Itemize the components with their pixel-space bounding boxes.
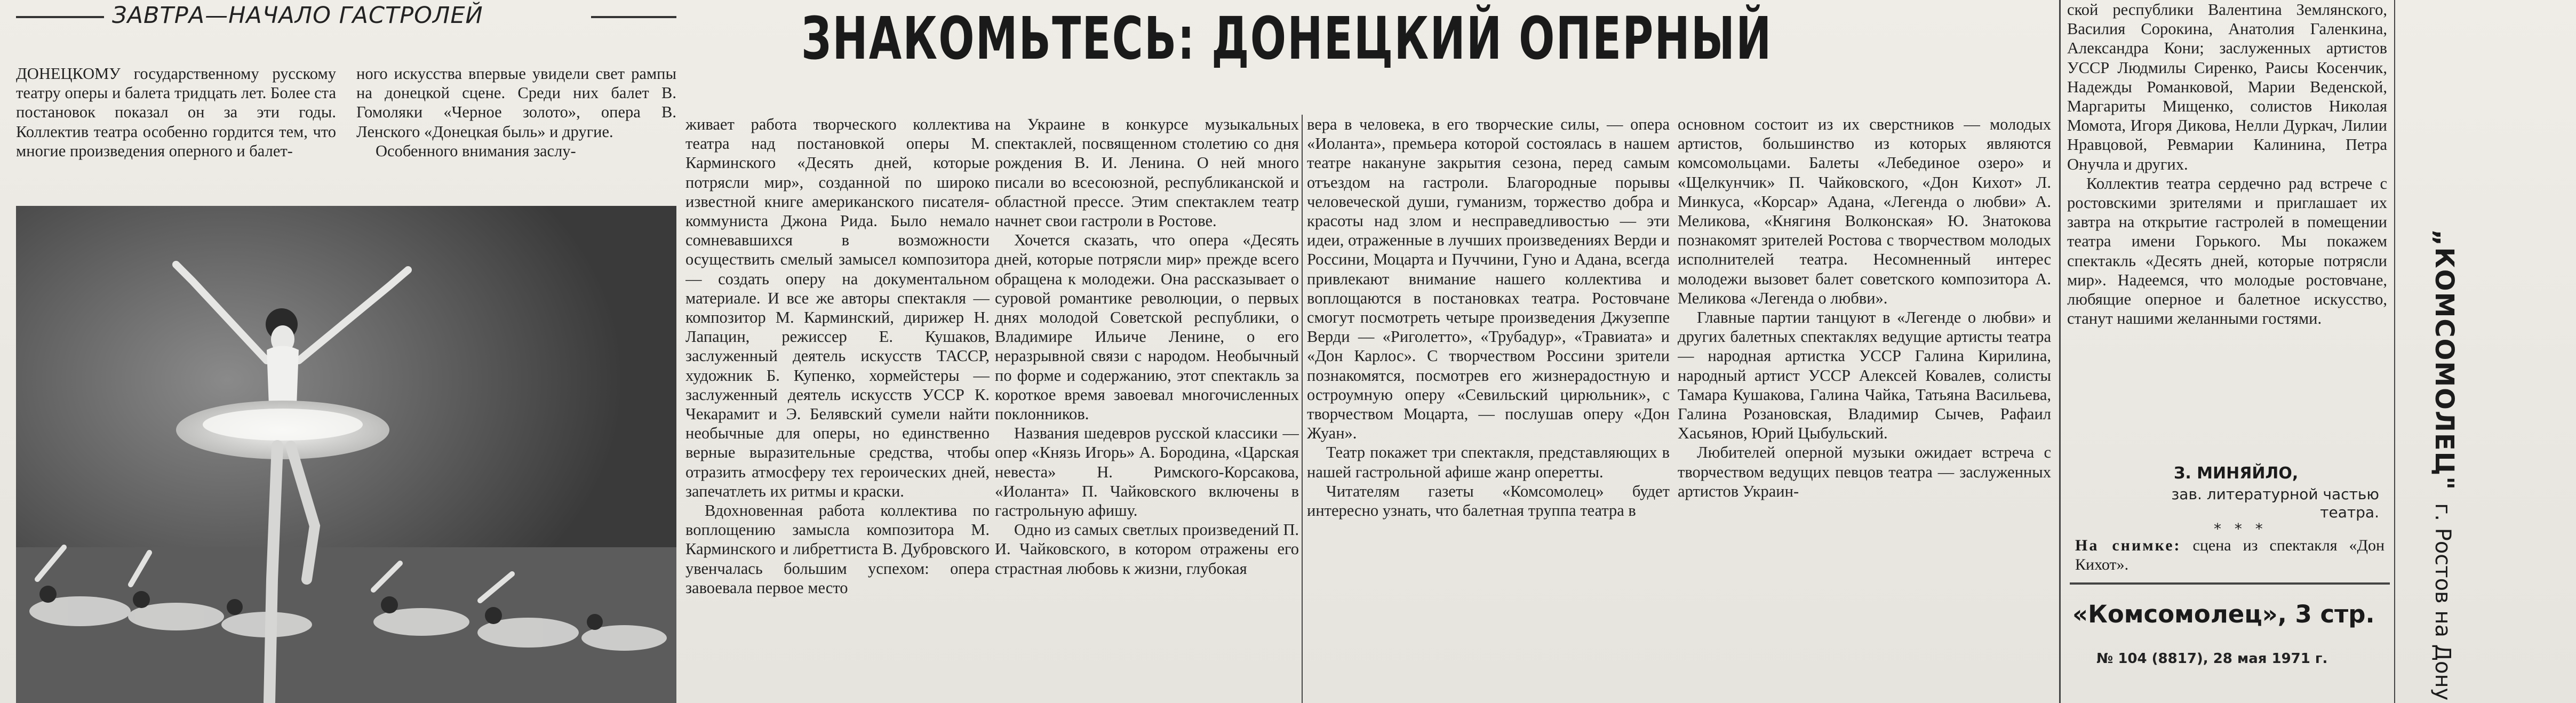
article-paragraph: Любителей оперной музыки ожидает встреча с творчеством ведущих певцов театра — заслуженных артистов Украин-: [1678, 443, 2051, 500]
article-column-5: [1307, 115, 1670, 703]
ballet-photo: [16, 206, 676, 703]
article-column-6: [1678, 115, 2051, 703]
article-paragraph: Названия шедевров русской классики — опер «Князь Игорь» А. Бородина, «Царская невеста» Н. Римского-Корсакова, «Иоланта» П. Чайковского включены в гастрольную афишу.: [995, 424, 1299, 520]
section-kicker: ЗАВТРА—НАЧАЛО ГАСТРОЛЕЙ: [112, 2, 483, 29]
article-paragraph: живает работа творческого коллектива театра над постановкой оперы М. Карминского «Десять дней, которые потрясли мир», созданной по широко известной книге американского писателя-коммуниста Джона Рида. Было немало сомневавшихся в возможности осуществить смелый замысел композитора — создать оперу на документальном материале. И все же авторы спектакля — композитор М. Карминский, дирижер Н. Лапацин, режиссер Е. Кушаков, заслуженный деятель искусств ТАССР, художник Б. Купенко, хормейстеры — заслуженный деятель искусств УССР К. Чекарамит и Э. Белявский сумели найти необычные для оперы, но единственно верные выразительные средства, чтобы отразить атмосферу тех героических дней, запечатлеть их ритмы и краски.: [685, 115, 990, 500]
kicker-rule-right: [591, 16, 676, 18]
article-paragraph: Вдохновенная работа коллектива по воплощению замысла композитора М. Карминского и либреттиста В. Дубровского увенчалась большим успехом: опера завоевала первое место: [685, 501, 990, 597]
side-stamp-title: „КОМСОМОЛЕЦ": [2429, 229, 2459, 491]
side-stamp-city: г. Ростов на Дону: [2430, 503, 2455, 701]
article-paragraph: Одно из самых светлых произведений П. И. Чайковского, в котором отражены его страстная любовь к жизни, глубокая: [995, 521, 1299, 578]
article-paragraph: ного искусства впервые увидели свет рампы на донецкой сцене. Среди них балет В. Гомоляки «Черное золото», опера В. Ленского «Донецкая быль» и другие.: [356, 65, 676, 141]
article-paragraph: Особенного внимания заслу-: [376, 141, 576, 160]
kicker-rule-left: [16, 16, 104, 18]
ballet-scene-image: [16, 206, 676, 703]
section-stars: * * *: [2214, 520, 2267, 538]
author-title: зав. литературной частью театра.: [2171, 485, 2379, 521]
column-divider: [2059, 0, 2061, 703]
article-column-3: [685, 115, 990, 703]
article-paragraph: Театр покажет три спектакля, представляющих в нашей гастрольной афише жанр оперетты.: [1307, 443, 1670, 481]
article-paragraph: Хочется сказать, что опера «Десять дней, которые потрясли мир» прежде всего обращена к молодежи. Она рассказывает о суровой романтике революции, о первых днях молодой Советской республики, о Владимире Ильиче Ленине, о его неразрывной связи с народом. Необычный по форме и содержанию, этот спектакль за короткое время завоевал многочисленных поклонников.: [995, 231, 1299, 424]
article-column-2: [356, 64, 676, 200]
article-paragraph: основном состоит из их сверстников — молодых артистов, большинство из которых являются комсомольцами. Балеты «Лебединое озеро» и «Щелкунчик» П. Чайковского, «Дон Кихот» Л. Минкуса, «Корсар» Адана, «Легенда о любви» А. Меликова, «Княгиня Волконская» Ю. Знатокова познакомят зрителей Ростова с творчеством молодых исполнителей театра. Несомненный интерес молодежи вызовет балет советского композитора А. Меликова «Легенда о любви».: [1678, 115, 2051, 307]
article-paragraph: на Украине в конкурсе музыкальных спектаклей, посвященном столетию со дня рождения В. И. Ленина. О ней много писали во всесоюзной, республиканской и областной прессе. Этим спектаклем театр начнет свои гастроли в Ростове.: [995, 115, 1299, 230]
article-paragraph: Главные партии танцуют в «Легенде о любви» и других балетных спектаклях ведущие артисты театра — народная артистка УССР Галина Кирилина, народный артист УССР Алексей Ковалев, солисты Тамара Кушакова, Галина Чайка, Татьяна Васильева, Галина Розановская, Владимир Сычев, Рафаил Хасьянов, Юрий Цыбульский.: [1678, 308, 2051, 443]
newspaper-page-title: «Комсомолец», 3 стр.: [2072, 600, 2375, 628]
issue-info: № 104 (8817), 28 мая 1971 г.: [2096, 651, 2328, 667]
author-name: З. МИНЯЙЛО,: [2174, 464, 2299, 483]
caption-text: сцена из спектакля «Дон Кихот».: [2075, 537, 2385, 573]
article-lead-paragraph: ДОНЕЦКОМУ государственному русскому театру оперы и балета тридцать лет. Более ста постановок показал он за эти годы. Коллектив театра особенно гордится тем, что многие произведения оперного и балет-: [16, 65, 336, 160]
side-stamp: [2429, 229, 2459, 700]
article-headline: ЗНАКОМЬТЕСЬ: ДОНЕЦКИЙ ОПЕРНЫЙ: [801, 4, 1773, 73]
article-paragraph: Коллектив театра сердечно рад встрече с ростовскими зрителями и приглашает их завтра на открытие гастролей в помещении театра имени Горького. Мы покажем спектакль «Десять дней, которые потрясли мир». Надеемся, что молодые ростовчане, любящие оперное и балетное искусство, станут нашими желанными гостями.: [2067, 174, 2387, 328]
masthead-rule: [2070, 582, 2390, 585]
column-divider: [2394, 0, 2395, 703]
article-paragraph: Читателям газеты «Комсомолец» будет интересно узнать, что балетная труппа театра в: [1307, 482, 1670, 520]
caption-label: На снимке:: [2075, 537, 2181, 554]
article-paragraph: вера в человека, в его творческие силы, — опера «Иоланта», премьера которой состоялась в нашем театре накануне закрытия сезона, перед самым отъездом на гастроли. Благородные порывы человеческой души, гуманизм, торжество добра и красоты над злом и несправедливостью — эти идеи, отраженные в лучших произведениях Верди и Россини, Моцарта и Пуччини, Гуно и Адана, всегда привлекают внимание нашего коллектива и воплощаются в постановках театра. Ростовчане смогут посмотреть четыре произведения Джузеппе Верди — «Риголетто», «Трубадур», «Травиата» и «Дон Карлос». С творчеством Россини зрители познакомятся, посмотрев его жизнерадостную и остроумную оперу «Севильский цирюльник», с творчеством Моцарта, — послушав оперу «Дон Жуан».: [1307, 115, 1670, 443]
article-column-4: [995, 115, 1299, 703]
article-paragraph: ской республики Валентина Землянского, Василия Сорокина, Анатолия Галенкина, Александра Кони; заслуженных артистов УССР Людмилы Сиренко, Раисы Косенчик, Надежды Романковой, Марии Веденской, Маргариты Мищенко, солистов Николая Момота, Игоря Дикова, Нелли Дуркач, Лилии Нравцовой, Ревмарии Калинина, Петра Онучла и других.: [2067, 1, 2387, 173]
article-column-1: [16, 64, 336, 200]
column-divider: [1302, 115, 1303, 703]
photo-caption: [2075, 536, 2384, 574]
article-column-7: [2067, 0, 2387, 437]
